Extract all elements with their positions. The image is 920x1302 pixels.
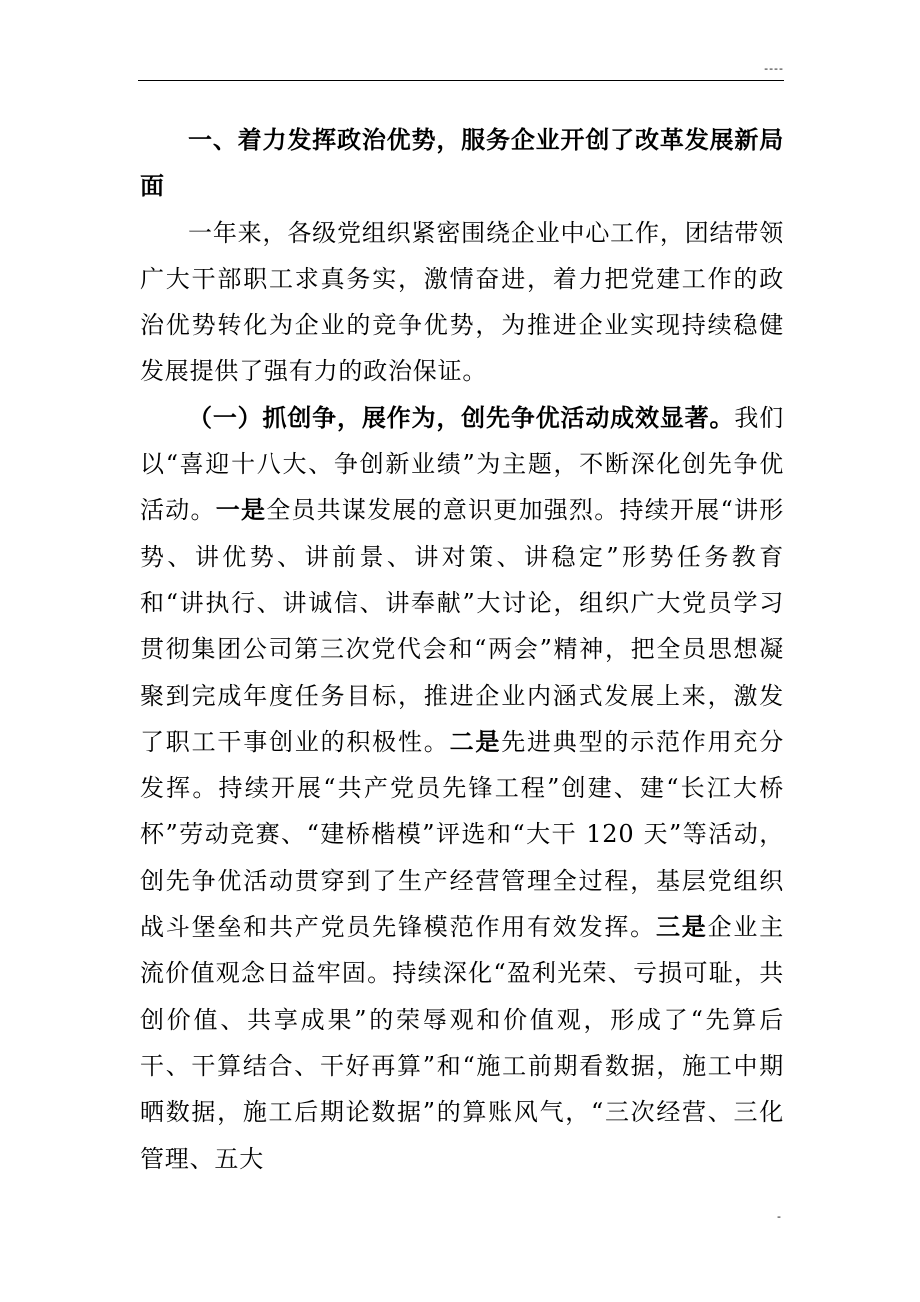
point-1-label: 一是: [215, 496, 267, 525]
section-1-paragraph: [140, 395, 784, 1182]
subsection-title: （一）抓创争，展作为，创先争优活动成效显著。: [188, 403, 735, 432]
header-mark: ----: [764, 62, 784, 75]
point-2-text: 先进典型的示范作用充分发挥。持续开展“共产党员先锋工程”创建、建“长江大桥杯”劳动竞赛、“建桥楷模”评选和“大干 120 天”等活动，创先争优活动贯穿到了生产经营管理全过程，基层党组织战斗堡垒和共产党员先锋模范作用有效发挥。: [140, 727, 784, 942]
intro-paragraph: 一年来，各级党组织紧密围绕企业中心工作，团结带领广大干部职工求真务实，激情奋进，着力把党建工作的政治优势转化为企业的竞争优势，为推进企业实现持续稳健发展提供了强有力的政治保证。: [140, 218, 784, 386]
section-heading: 一、着力发挥政治优势，服务企业开创了改革发展新局面: [140, 126, 784, 201]
document-body: [140, 117, 784, 1182]
point-3-text: 企业主流价值观念日益牢固。持续深化“盈利光荣、亏损可耻，共创价值、共享成果”的荣辱观和价值观，形成了“先算后干、干算结合、干好再算”和“施工前期看数据，施工中期晒数据，施工后期论数据”的算账风气，“三次经营、三化管理、五大: [140, 913, 785, 1173]
point-3-label: 三是: [656, 913, 708, 942]
header-rule: [138, 80, 784, 81]
point-1-text: 全员共谋发展的意识更加强烈。持续开展“讲形势、讲优势、讲前景、讲对策、讲稳定”形势任务教育和“讲执行、讲诚信、讲奉献”大讨论，组织广大党员学习贯彻集团公司第三次党代会和“两会”精神，把全员思想凝聚到完成年度任务目标，推进企业内涵式发展上来，激发了职工干事创业的积极性。: [140, 496, 784, 756]
subsection-lead: 我们以“喜迎十八大、争创新业绩”为主题，不断深化创先争优活动。: [140, 403, 784, 525]
point-2-label: 二是: [449, 727, 502, 756]
footer-mark: -: [777, 1210, 781, 1223]
